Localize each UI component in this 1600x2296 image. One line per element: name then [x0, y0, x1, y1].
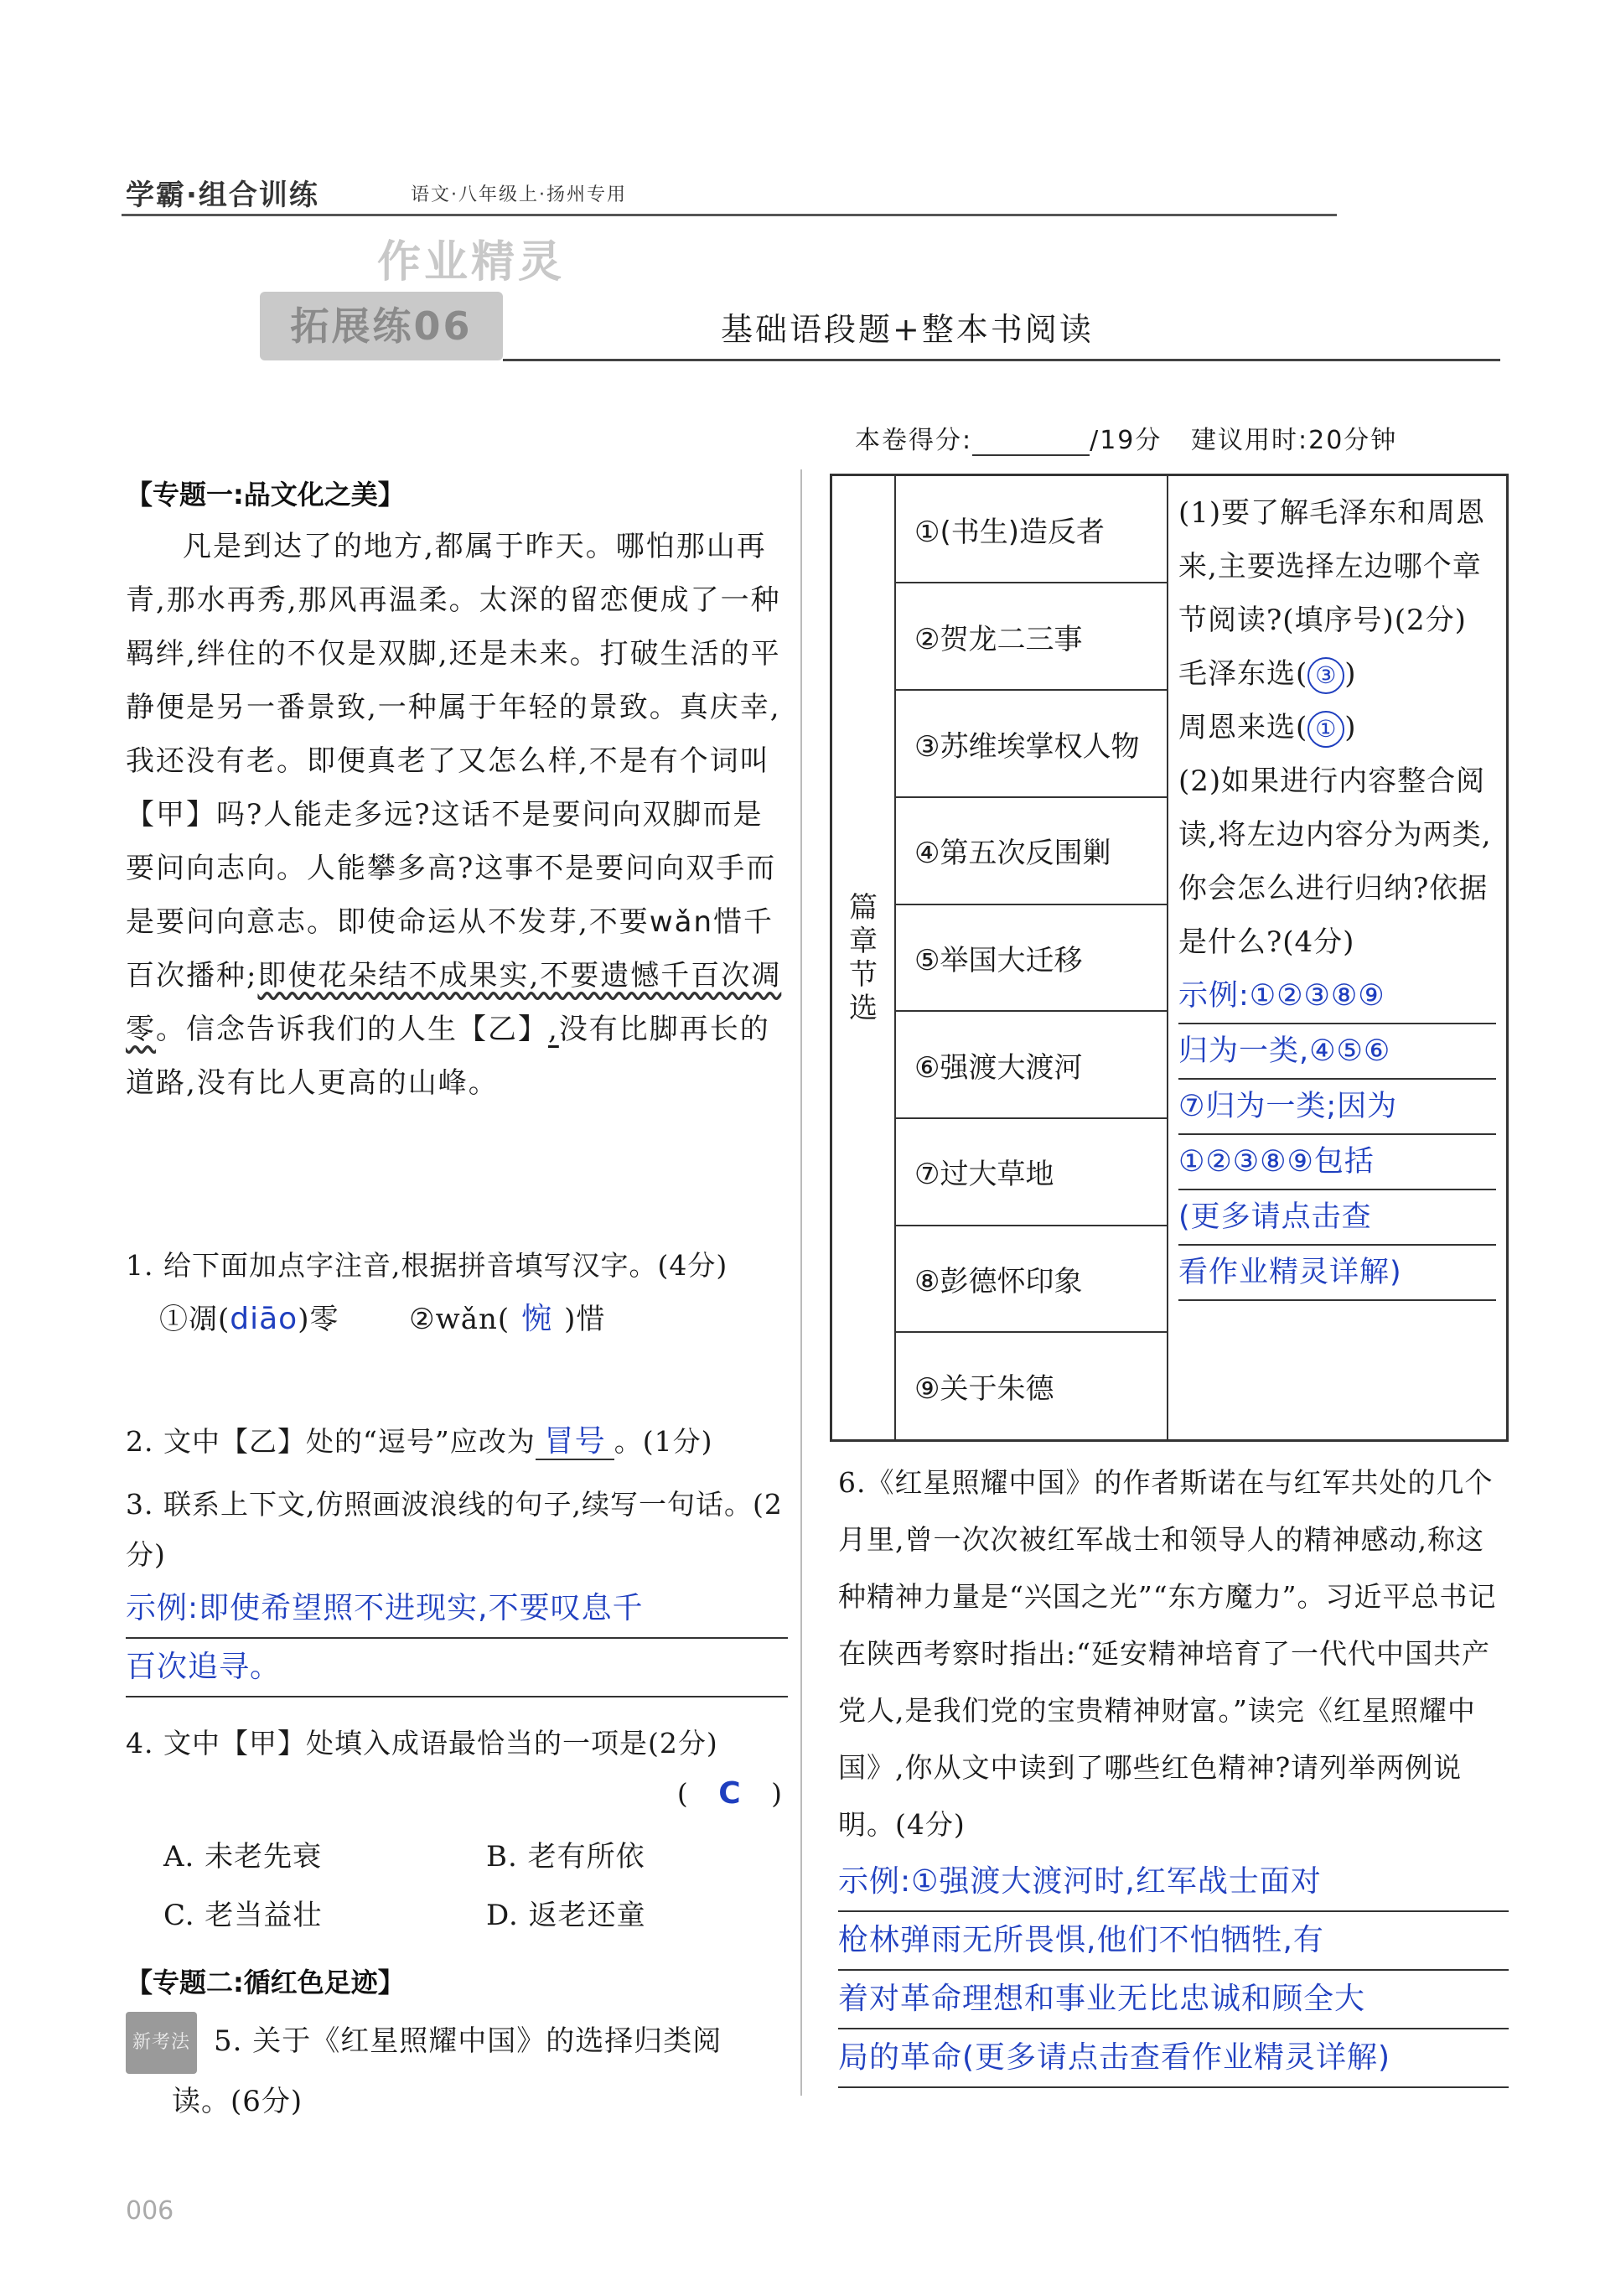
chapter-row: ④第五次反围剿 [895, 797, 1168, 904]
side-label-char: 章 [849, 924, 878, 958]
q6-answer-line[interactable]: 枪林弹雨无所畏惧,他们不怕牺牲,有 [838, 1912, 1509, 1971]
question-2 [126, 1417, 796, 1467]
q4-option-c[interactable]: C. 老当益壮 [163, 1899, 323, 1932]
q1-a-post: )零 [298, 1303, 339, 1336]
table-question-cell [1168, 475, 1508, 1441]
chapter-row: ①(书生)造反者 [895, 475, 1168, 583]
side-label-char: 篇 [849, 890, 878, 925]
table-q2: (2)如果进行内容整合阅读,将左边内容分为两类,你会怎么进行归纳?依据是什么?(4分) [1178, 764, 1492, 959]
passage-text-2: 惜千百次播种; [126, 905, 774, 993]
zhou-answer-line [1178, 701, 1496, 754]
mao-answer-line [1178, 647, 1496, 701]
q6-answer-line[interactable]: 局的革命(更多请点击查看作业精灵详解) [838, 2029, 1509, 2088]
q1-a-number: ① [159, 1303, 189, 1336]
q4-option-a[interactable]: A. 未老先衰 [163, 1840, 323, 1874]
q1-b-pre: ②wǎn( [409, 1303, 510, 1336]
watermark: 作业精灵 [377, 237, 566, 288]
mao-label: 毛泽东选( [1178, 657, 1308, 691]
score-total: /19分 [1090, 426, 1162, 455]
q6-answer-line[interactable]: 着对革命理想和事业无比忠诚和顾全大 [838, 1971, 1509, 2029]
q3-stem: 3. 联系上下文,仿照画波浪线的句子,续写一句话。(2分) [126, 1488, 783, 1571]
q4-option-d[interactable]: D. 返老还童 [486, 1899, 646, 1932]
topic2-heading: 【专题二:循红色足迹】 [126, 1967, 405, 1998]
question-1 [126, 1241, 796, 1345]
chapter-table [830, 474, 1509, 1442]
chapter-row: ③苏维埃掌权人物 [895, 690, 1168, 797]
score-line [855, 419, 1397, 456]
mao-bracket: ) [1344, 657, 1357, 691]
q2-tail: 。(1分) [614, 1425, 713, 1458]
chapter-row: ⑧彭德怀印象 [895, 1226, 1168, 1333]
q4-bracket-close: ) [771, 1777, 783, 1810]
table-answer-line[interactable]: 示例:①②③⑧⑨ [1178, 969, 1496, 1024]
table-answer-line[interactable]: ⑦归为一类;因为 [1178, 1080, 1496, 1135]
q4-stem: 4. 文中【甲】处填入成语最恰当的一项是(2分) [126, 1727, 718, 1760]
wavy-sentence: 即使花朵结不成果实,不要遗憾千百次凋零 [126, 959, 782, 1046]
table-answer-line[interactable]: 归为一类,④⑤⑥ [1178, 1024, 1496, 1080]
q1-stem: 1. 给下面加点字注音,根据拼音填写汉字。(4分) [126, 1249, 728, 1282]
side-label-char: 节 [849, 957, 878, 992]
passage-text-4: 没有比脚再长的道路,没有比人更高的山峰。 [126, 1013, 770, 1100]
zhou-label: 周恩来选( [1178, 711, 1308, 744]
book-subtitle: 语文·八年级上·扬州专用 [411, 184, 627, 205]
zhou-answer[interactable]: ① [1307, 711, 1344, 748]
table-answer-line[interactable]: ①②③⑧⑨包括 [1178, 1135, 1496, 1190]
new-method-badge: 新考法 [126, 2012, 197, 2074]
q2-answer[interactable]: 冒号 [536, 1424, 614, 1460]
q6-answer-line[interactable]: 示例:①强渡大渡河时,红军战士面对 [838, 1853, 1509, 1912]
q1-a-dotted-char: 凋 [189, 1303, 218, 1336]
q1-b-post: )惜 [564, 1303, 606, 1336]
q4-bracket-open: ( [676, 1777, 689, 1810]
brand-title: 学霸·组合训练 [126, 179, 319, 212]
passage-text: 凡是到达了的地方,都属于昨天。哪怕那山再青,那水再秀,那风再温柔。太深的留恋便成了一种羁绊,绊住的不仅是双脚,还是未来。打破生活的平静便是另一番景致,一种属于年轻的景致。真庆幸,我还没有老。即便真老了又怎么样,不是有个词叫【甲】吗?人能走多远?这话不是要问向双脚而是要问向志向。人能攀多高?这事不是要问向双手而是要问向意志。即使命运从不发芽,不要 [126, 530, 781, 939]
chapter-row: ⑦过大草地 [895, 1118, 1168, 1226]
page-number: 006 [126, 2196, 174, 2226]
q4-answer[interactable]: C [718, 1776, 742, 1811]
q3-answer-line-2[interactable]: 百次追寻。 [126, 1639, 788, 1697]
chapter-row: ⑨关于朱德 [895, 1332, 1168, 1440]
exercise-label: 拓展练06 [260, 292, 503, 360]
score-label: 本卷得分: [855, 426, 973, 455]
time-suggestion: 建议用时:20分钟 [1191, 426, 1398, 455]
q2-stem: 2. 文中【乙】处的“逗号”应改为 [126, 1425, 536, 1458]
q4-option-b[interactable]: B. 老有所依 [486, 1840, 645, 1874]
score-blank[interactable] [972, 429, 1090, 456]
chapter-row: ⑥强渡大渡河 [895, 1011, 1168, 1118]
q1-b-answer[interactable]: 惋 [521, 1302, 553, 1336]
topic1-heading: 【专题一:品文化之美】 [126, 479, 405, 511]
question-6 [838, 1454, 1509, 2088]
table-answer-line[interactable]: (更多请点击查 [1178, 1190, 1496, 1246]
column-divider [800, 469, 802, 2096]
q6-stem: 6.《红星照耀中国》的作者斯诺在与红军共处的几个月里,曾一次次被红军战士和领导人的精神感动,称这种精神力量是“兴国之光”“东方魔力”。习近平总书记在陕西考察时指出:“延安精神培育了一代代中国共产党人,是我们党的宝贵精神财富。”读完《红星照耀中国》,你从文中读到了哪些红色精神?请列举两例说明。(4分) [838, 1466, 1497, 1841]
question-3 [126, 1480, 788, 1697]
passage-pinyin: wǎn [649, 905, 714, 939]
header-divider [122, 214, 1337, 216]
underlined-comma: , [548, 1013, 559, 1046]
q5-stem: 5. 关于《红星照耀中国》的选择归类阅 [214, 2024, 722, 2058]
side-label-cell [831, 475, 896, 1441]
zhou-bracket: ) [1344, 711, 1357, 744]
reading-passage [126, 520, 788, 1110]
q1-a-answer[interactable]: diāo [230, 1302, 298, 1336]
question-4 [126, 1718, 788, 1945]
q3-answer-line-1[interactable]: 示例:即使希望照不进现实,不要叹息千 [126, 1580, 788, 1639]
q5-stem-2: 读。(6分) [172, 2085, 303, 2118]
q1-a-bracket-open: ( [218, 1303, 230, 1336]
question-5 [126, 2012, 788, 2129]
mao-answer[interactable]: ③ [1307, 657, 1344, 694]
chapter-row: ⑤举国大迁移 [895, 904, 1168, 1012]
passage-text-3: 。信念告诉我们的人生【乙】 [156, 1013, 548, 1046]
side-label-char: 选 [849, 991, 878, 1025]
table-answer-line[interactable]: 看作业精灵详解) [1178, 1246, 1496, 1301]
page-title: 基础语段题+整本书阅读 [721, 311, 1094, 348]
banner-divider [503, 359, 1500, 361]
table-q1: (1)要了解毛泽东和周恩来,主要选择左边哪个章节阅读?(填序号)(2分) [1178, 496, 1486, 637]
chapter-row: ②贺龙二三事 [895, 583, 1168, 690]
